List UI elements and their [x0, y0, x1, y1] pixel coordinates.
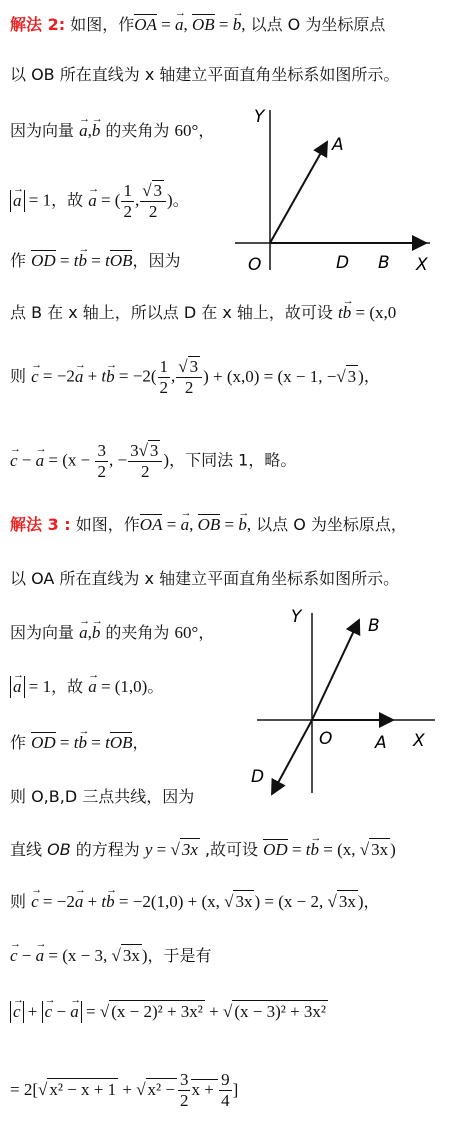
label-b: B [378, 253, 390, 273]
method3-line7: 直线 OB 的方程为 y = √ 3x ,故可设 OD = t→ b = (x, √ 3x ) [10, 838, 396, 861]
method3-line3: 因为向量 → a,→ b 的夹角为 60°， [10, 622, 214, 644]
method2-line4: → a = 1，故 → a = ( $\frac{1}{2}$ , $\frac{√ 3}{2}$ )。 [10, 180, 189, 222]
method2-line3: 因为向量 → a,→ b 的夹角为 60°， [10, 120, 214, 142]
label-y: Y [291, 607, 302, 627]
method3-line5: 作 OD = t→ b = tOB， [10, 732, 149, 754]
method2-line8: → c − → a = (x − $\frac{3}{2}$ , − $\frac{3√ 3}{2}$ )，下同法 1，略。 [10, 440, 296, 482]
method2-figure [230, 100, 473, 280]
method3-figure [245, 598, 473, 798]
method2-line7: 则 → c = −2→ a + t→ b = −2( $\frac{1}{2}$ , $\frac{√ 3}{2}$ ) + (x,0) = (x − 1, −√ 3 )， [10, 356, 380, 398]
method3-line11: = 2[√ x² − x + 1 + √ x² − $\frac{3}{2}$ x + $\frac{9}{4}$ ] [10, 1070, 239, 1110]
method3-line6: 则 O,B,D 三点共线，因为 [10, 787, 195, 806]
label-y: Y [254, 107, 265, 127]
label-a: A [332, 135, 344, 155]
label-x: X [416, 255, 428, 275]
method2-title: 解法 2: [10, 15, 66, 34]
vector-oa [270, 142, 327, 243]
vector-ob [312, 620, 359, 720]
method2-line5: 作 OD = t→ b = tOB，因为 [10, 250, 181, 272]
label-b: B [368, 616, 380, 636]
label-o: O [248, 255, 262, 275]
method2-line6: 点 B 在 x 轴上，所以点 D 在 x 轴上，故可设 t→ b = (x,0 [10, 302, 396, 324]
label-d: D [251, 767, 265, 787]
method2-line1: 解法 2: 如图，作OA = → a, OB = → b, 以点 O 为坐标原点 [10, 14, 385, 36]
method3-line9: → c − → a = (x − 3, √ 3x )，于是有 [10, 944, 212, 967]
method3-line2: 以 OA 所在直线为 x 轴建立平面直角坐标系如图所示。 [10, 569, 400, 588]
method3-line4: → a = 1，故 → a = (1,0)。 [10, 676, 163, 698]
method3-line10: → c + → c − → a = √ (x − 2)² + 3x² + √ (x − 3)² + 3x² [10, 1000, 328, 1023]
method3-line1: 解法 3 : 如图，作OA = → a, OB = → b, 以点 O 为坐标原点， [10, 514, 407, 536]
method3-line8: 则 → c = −2→ a + t→ b = −2(1,0) + (x, √ 3x ) = (x − 2, √ 3x )， [10, 890, 380, 913]
vector-od [272, 720, 312, 794]
label-o: O [319, 729, 333, 749]
label-a: A [375, 733, 387, 753]
label-x: X [413, 731, 425, 751]
method2-line2: 以 OB 所在直线为 x 轴建立平面直角坐标系如图所示。 [10, 65, 400, 84]
method3-title: 解法 3 : [10, 515, 71, 534]
label-d: D [336, 253, 350, 273]
